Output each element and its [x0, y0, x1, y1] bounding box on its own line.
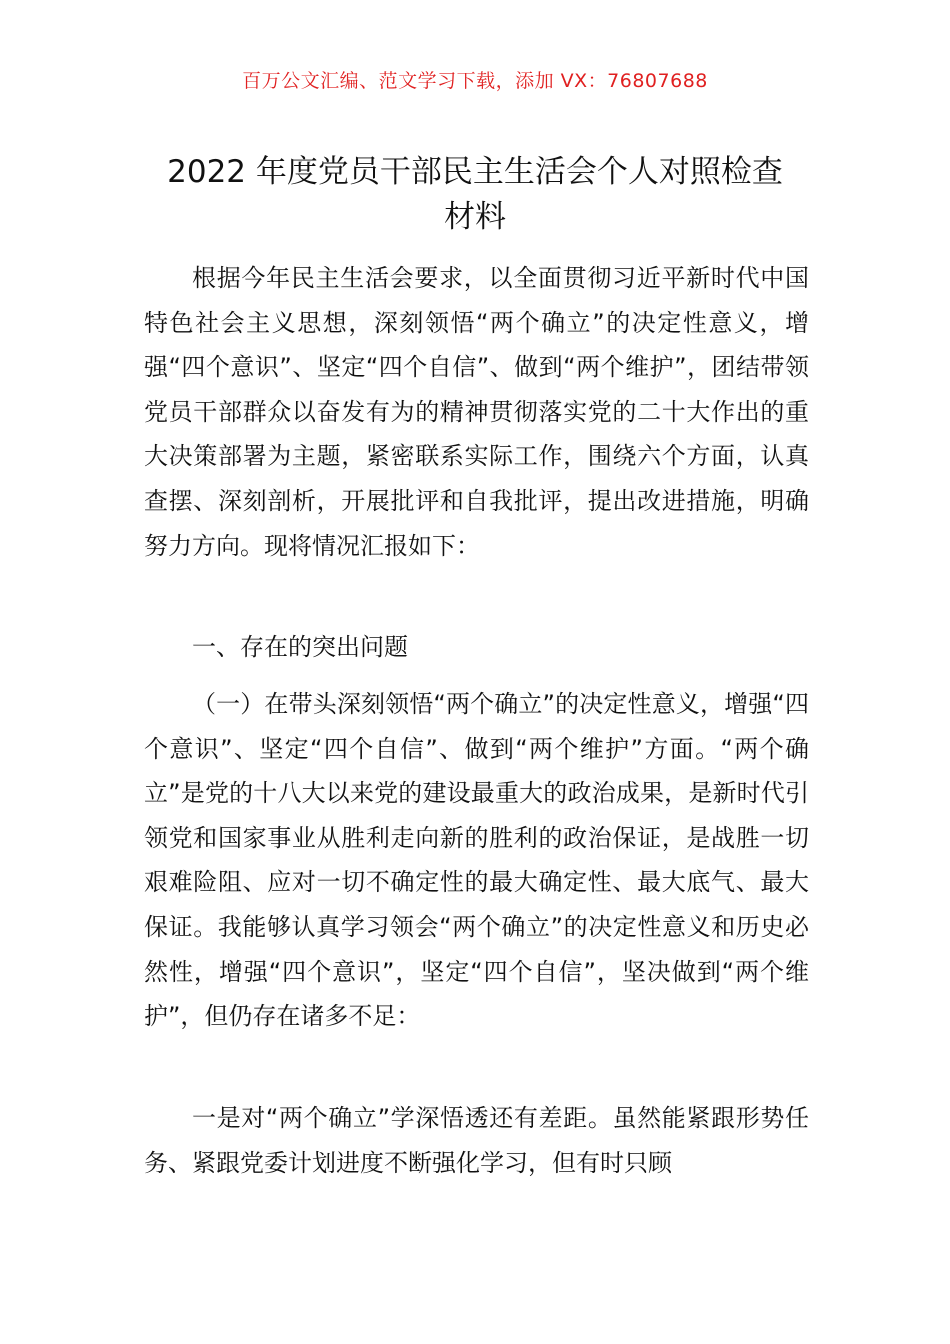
- header-watermark-note: 百万公文汇编、范文学习下载，添加 VX：76807688: [242, 70, 708, 92]
- point-paragraph: 一是对“两个确立”学深悟透还有差距。虽然能紧跟形势任务、紧跟党委计划进度不断强化学习，但有时只顾: [144, 1104, 809, 1177]
- section-heading: 一、存在的突出问题: [192, 633, 408, 661]
- section-heading-block: [144, 625, 809, 670]
- title-line-2: 材料: [444, 199, 506, 235]
- intro-paragraph-block: [144, 256, 809, 568]
- subsection-paragraph-block: [144, 682, 809, 1039]
- point-paragraph-block: [144, 1096, 809, 1185]
- title-line-1: 2022 年度党员干部民主生活会个人对照检查: [167, 154, 783, 190]
- intro-paragraph: 根据今年民主生活会要求，以全面贯彻习近平新时代中国特色社会主义思想，深刻领悟“两个确立”的决定性意义，增强“四个意识”、坚定“四个自信”、做到“两个维护”，团结带领党员干部群众以奋发有为的精神贯彻落实党的二十大作出的重大决策部署为主题，紧密联系实际工作，围绕六个方面，认真查摆、深刻剖析，开展批评和自我批评，提出改进措施，明确努力方向。现将情况汇报如下：: [144, 264, 809, 560]
- document-title: [120, 150, 830, 240]
- subsection-paragraph: （一）在带头深刻领悟“两个确立”的决定性意义，增强“四个意识”、坚定“四个自信”、做到“两个维护”方面。“两个确立”是党的十八大以来党的建设最重大的政治成果，是新时代引领党和国家事业从胜利走向新的胜利的政治保证，是战胜一切艰难险阻、应对一切不确定性的最大确定性、最大底气、最大保证。我能够认真学习领会“两个确立”的决定性意义和历史必然性，增强“四个意识”，坚定“四个自信”，坚决做到“两个维护”，但仍存在诸多不足：: [144, 690, 809, 1031]
